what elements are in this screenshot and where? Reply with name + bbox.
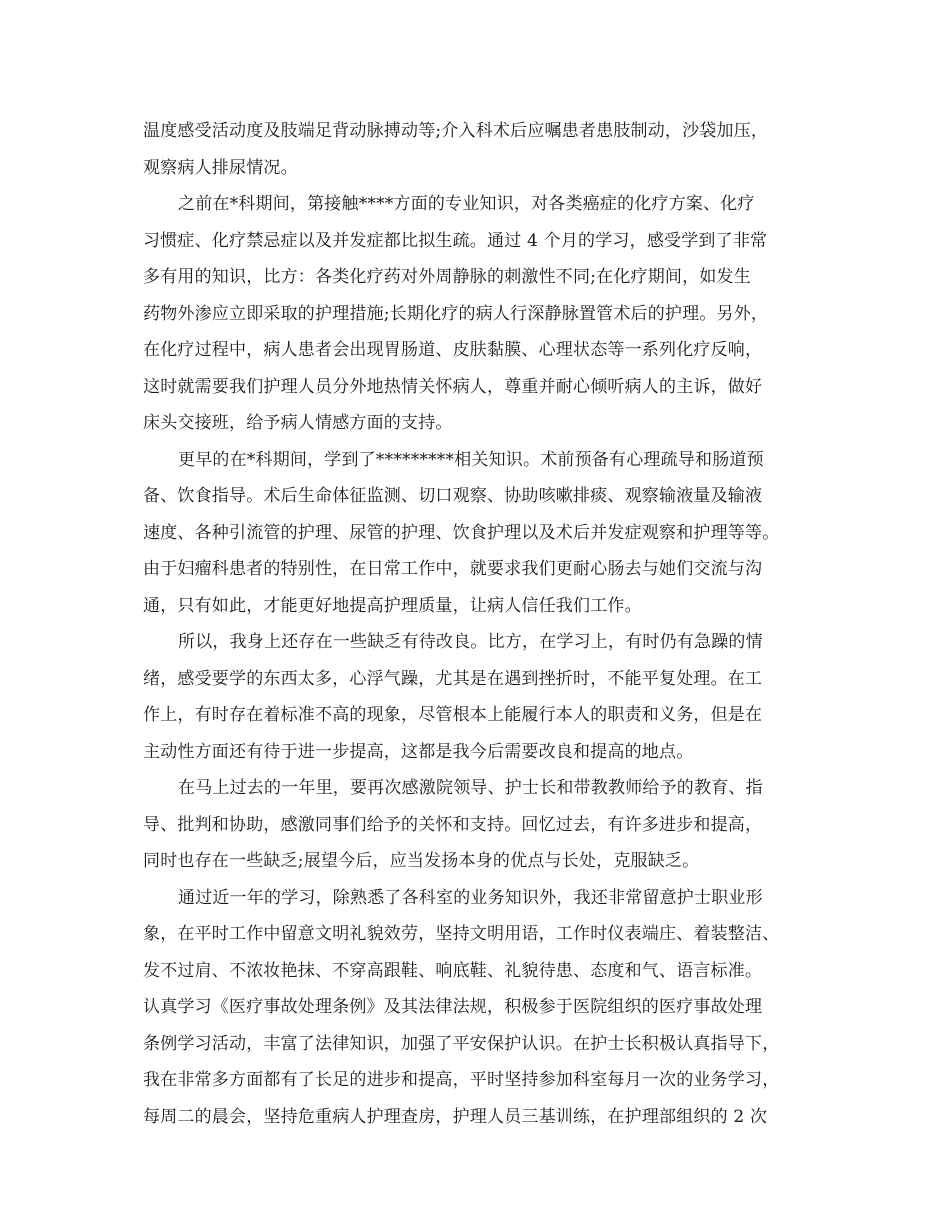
text-line: 这时就需要我们护理人员分外地热情关怀病人，尊重并耐心倾听病人的主诉，做好 — [143, 376, 763, 397]
text-line: 多有用的知识，比方：各类化疗药对外周静脉的刺激性不同;在化疗期间，如发生 — [143, 267, 751, 287]
text-line: 更早的在*科期间，学到了*********相关知识。术前预备有心理疏导和肠道预 — [178, 449, 764, 470]
text-line: 在化疗过程中，病人患者会出现胃肠道、皮肤黏膜、心理状态等一系列化疗反响， — [143, 340, 763, 360]
document-body — [143, 113, 823, 1135]
text-line: 我在非常多方面都有了长足的进步和提高，平时坚持参加科室每月一次的业务学习， — [143, 1070, 780, 1090]
text-line: 在马上过去的一年里，要再次感激院领导、护士长和带教教师给予的教育、指 — [178, 778, 763, 798]
text-line: 观察病人排尿情况。 — [143, 157, 298, 178]
text-line: 速度、各种引流管的护理、尿管的护理、饮食护理以及术后并发症观察和护理等等。 — [143, 522, 780, 543]
text-line: 通，只有如此，才能更好地提高护理质量，让病人信任我们工作。 — [143, 595, 642, 616]
text-line: 床头交接班，给予病人情感方面的支持。 — [143, 413, 453, 433]
text-line: 导、批判和协助，感激同事们给予的关怀和支持。回忆过去，有许多进步和提高， — [143, 814, 763, 835]
text-line: 主动性方面还有待于进一步提高，这都是我今后需要改良和提高的地点。 — [143, 741, 694, 762]
text-line: 作上，有时存在着标准不高的现象，尽管根本上能履行本人的职责和义务，但是在 — [143, 705, 763, 725]
text-line: 由于妇瘤科患者的特别性，在日常工作中，就要求我们更耐心肠去与她们交流与沟 — [143, 559, 763, 579]
text-line: 认真学习《医疗事故处理条例》及其法律法规，积极参于医院组织的医疗事故处理 — [143, 997, 763, 1017]
text-line: 之前在*科期间，第接触****方面的专业知识，对各类癌症的化疗方案、化疗 — [178, 194, 755, 214]
text-line: 药物外渗应立即采取的护理措施;长期化疗的病人行深静脉置管术后的护理。另外， — [143, 303, 769, 324]
text-line: 通过近一年的学习，除熟悉了各科室的业务知识外，我还非常留意护士职业形 — [178, 887, 763, 908]
text-line: 温度感受活动度及肢端足背动脉搏动等;介入科术后应嘱患者患肢制动，沙袋加压， — [143, 121, 769, 141]
text-line: 条例学习活动，丰富了法律知识，加强了平安保护认识。在护士长积极认真指导下， — [143, 1033, 780, 1054]
text-line: 习惯症、化疗禁忌症以及并发症都比拟生疏。通过 4 个月的学习，感受学到了非常 — [143, 230, 768, 251]
text-line: 所以，我身上还存在一些缺乏有待改良。比方，在学习上，有时仍有急躁的情 — [178, 632, 763, 652]
text-line: 备、饮食指导。术后生命体征监测、切口观察、协助咳嗽排痰、观察输液量及输液 — [143, 486, 763, 506]
text-line: 绪，感受要学的东西太多，心浮气躁，尤其是在遇到挫折时，不能平复处理。在工 — [143, 668, 763, 689]
text-line: 每周二的晨会，坚持危重病人护理查房，护理人员三基训练，在护理部组织的 2 次 — [143, 1106, 768, 1127]
text-line: 象，在平时工作中留意文明礼貌效劳，坚持文明用语，工作时仪表端庄、着装整洁、 — [143, 924, 780, 944]
text-line: 同时也存在一些缺乏;展望今后，应当发扬本身的优点与长处，克服缺乏。 — [143, 851, 700, 871]
text-line: 发不过肩、不浓妆艳抹、不穿高跟鞋、响底鞋、礼貌待患、态度和气、语言标准。 — [143, 960, 763, 981]
